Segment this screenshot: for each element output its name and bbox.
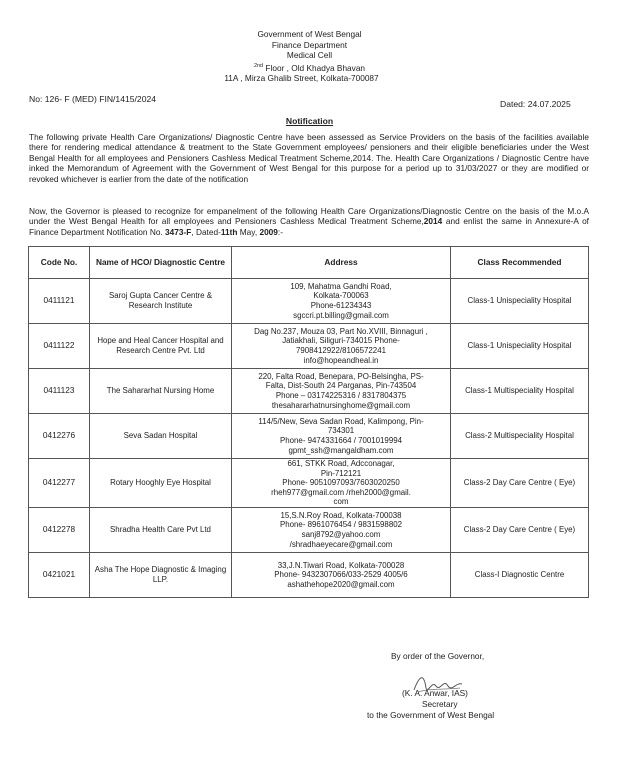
cell-name: Asha The Hope Diagnostic & Imaging LLP. [90, 552, 232, 597]
cell-code: 0421021 [29, 552, 90, 597]
paragraph-empanelment [29, 206, 589, 237]
cell-name: The Sahararhat Nursing Home [90, 369, 232, 414]
table-row [29, 279, 589, 324]
address-line: com [333, 497, 349, 507]
address-line: /shradhaeyecare@gmail.com [289, 539, 393, 549]
address-line: Phone- 9432307066/033-2529 4005/6 [274, 570, 408, 580]
address-line: 114/5/New, Seva Sadan Road, Kalimpong, Pin- [258, 416, 424, 426]
signatory-name: (K. A. Anwar, IAS) [402, 688, 468, 698]
letterhead [0, 29, 619, 84]
cell-address [232, 552, 451, 597]
cell-class: Class-1 Multispeciality Hospital [451, 369, 589, 414]
address-line: Phone- 8961076454 / 9831598802 [280, 520, 402, 530]
cell-name: Seva Sadan Hospital [90, 414, 232, 459]
table-row [29, 459, 589, 508]
letterhead-department: Finance Department [271, 39, 348, 50]
address-line: Phone- 9051097093/7603020250 [282, 478, 400, 488]
floor-building: Floor , Old Khadya Bhavan [263, 62, 366, 73]
para2-text5: :- [277, 226, 283, 237]
cell-class: Class-I Diagnostic Centre [451, 552, 589, 597]
address-line: sgccri.pt.billing@gmail.com [293, 310, 389, 320]
para2-text2: and enlist the same in Annexure-A of Finance Department Notification No. [29, 216, 589, 237]
table-row [29, 369, 589, 414]
address-line: Phone- 9474331664 / 7001019994 [280, 436, 402, 445]
cell-class: Class-1 Unispeciality Hospital [451, 279, 589, 324]
para2-bold4: 2009 [259, 226, 278, 237]
para2-text4: May, [237, 226, 260, 237]
cell-code: 0412278 [29, 507, 90, 552]
cell-code: 0412277 [29, 459, 90, 508]
para2-bold1: 2014 [423, 216, 443, 227]
table-header-row [29, 247, 589, 279]
cell-address [232, 459, 451, 508]
para2-bold3: 11th [220, 226, 238, 237]
address-line: info@hopeandheal.in [303, 355, 379, 365]
address-line: Phone – 03174225316 / 8317804375 [275, 391, 407, 400]
address-line: Kolkata-700063 [313, 291, 369, 301]
para2-bold2: 3473-F [165, 226, 192, 237]
cell-code: 0412276 [29, 414, 90, 459]
address-line: 33,J.N.Tiwari Road, Kolkata-700028 [277, 560, 405, 570]
header-code: Code No. [29, 247, 90, 279]
cell-class: Class-2 Multispeciality Hospital [451, 414, 589, 459]
table-row [29, 507, 589, 552]
header-class: Class Recommended [451, 247, 589, 279]
cell-name: Shradha Health Care Pvt Ltd [90, 507, 232, 552]
letterhead-floor [0, 61, 619, 73]
cell-class: Class-2 Day Care Centre ( Eye) [451, 507, 589, 552]
header-name: Name of HCO/ Diagnostic Centre [90, 247, 232, 279]
cell-code: 0411123 [29, 369, 90, 414]
address-line: 220, Falta Road, Benepara, PO-Belsingha, PS- [258, 371, 424, 381]
address-line: thesahararhatnursinghome@gmail.com [271, 400, 411, 410]
para2-text3: , Dated- [191, 226, 221, 237]
cell-name: Hope and Heal Cancer Hospital and Research Centre Pvt. Ltd [90, 324, 232, 369]
address-line: 734301 [327, 426, 355, 436]
letterhead-government: Government of West Bengal [257, 29, 362, 39]
cell-name: Rotary Hooghly Eye Hospital [90, 459, 232, 508]
address-line: 109, Mahatma Gandhi Road, [290, 281, 392, 291]
memo-date: Dated: 24.07.2025 [500, 99, 571, 109]
table-row [29, 552, 589, 597]
cell-address [232, 279, 451, 324]
address-line: gpmt_ssh@mangaldham.com [288, 445, 394, 455]
signatory-designation: Secretary [422, 699, 458, 709]
header-address: Address [232, 247, 451, 279]
cell-class: Class-1 Unispeciality Hospital [451, 324, 589, 369]
para2-text1: Now, the Governor is pleased to recognize for empanelment of the following Health Care Organizations/Diagnostic Centre on the basis of the M.o.A under the West Bengal Health for all employees and Pensioners Cashless Medical Treatment Scheme, [29, 206, 589, 227]
address-line: 661, STKK Road, Adcconagar, [287, 459, 395, 468]
floor-number: 2nd [253, 62, 264, 69]
address-line: 15,S.N.Roy Road, Kolkata-700038 [280, 510, 402, 520]
by-order-text: By order of the Governor, [391, 651, 485, 661]
address-line: Falta, Dist-South 24 Parganas, Pin-743504 [265, 381, 417, 391]
paragraph-assessment: The following private Health Care Organizations/ Diagnostic Centre have been assessed as Service Providers on the basis of the facilities available there for rendering medical attendance & treatment to the State Government employees/ pensioners and their eligible beneficiaries under the West Bengal Health for all employees and Pensioners Cashless Medical Treatment Scheme,2014. The. Health Care Organizations / Diagnostic Centre have inked the Memorandum of Agreement with the Government of West Bengal for this purpose for a period up to 31/03/2027 or they are modified or revoked whichever is earlier from the date of the notification [29, 132, 589, 184]
address-line: Pin-712121 [320, 468, 362, 478]
address-line: Phone-61234343 [310, 301, 372, 310]
letterhead-cell: Medical Cell [286, 50, 333, 61]
address-line: rheh977@gmail.com /rheh2000@gmail. [271, 487, 411, 497]
address-line: 7908412922/8106572241 [296, 346, 386, 355]
hco-table [28, 246, 589, 598]
cell-address [232, 414, 451, 459]
table-row [29, 414, 589, 459]
address-line: Jatiakhali, Siliguri-734015 Phone- [282, 336, 400, 346]
signatory-government: to the Government of West Bengal [367, 710, 495, 720]
cell-address [232, 369, 451, 414]
cell-code: 0411122 [29, 324, 90, 369]
notification-title: Notification [285, 116, 334, 126]
letterhead-street: 11A , Mirza Ghalib Street, Kolkata-700087 [224, 73, 379, 84]
cell-class: Class-2 Day Care Centre ( Eye) [451, 459, 589, 508]
cell-name: Saroj Gupta Cancer Centre & Research Institute [90, 279, 232, 324]
memo-number: No: 126- F (MED) FIN/1415/2024 [29, 94, 157, 104]
table-row [29, 324, 589, 369]
address-line: ashathehope2020@gmail.com [287, 579, 395, 589]
address-line: Dag No.237, Mouza 03, Part No.XVIII, Binnaguri , [254, 326, 428, 336]
address-line: sanj8792@yahoo.com [301, 529, 381, 539]
cell-code: 0411121 [29, 279, 90, 324]
cell-address [232, 324, 451, 369]
cell-address [232, 507, 451, 552]
